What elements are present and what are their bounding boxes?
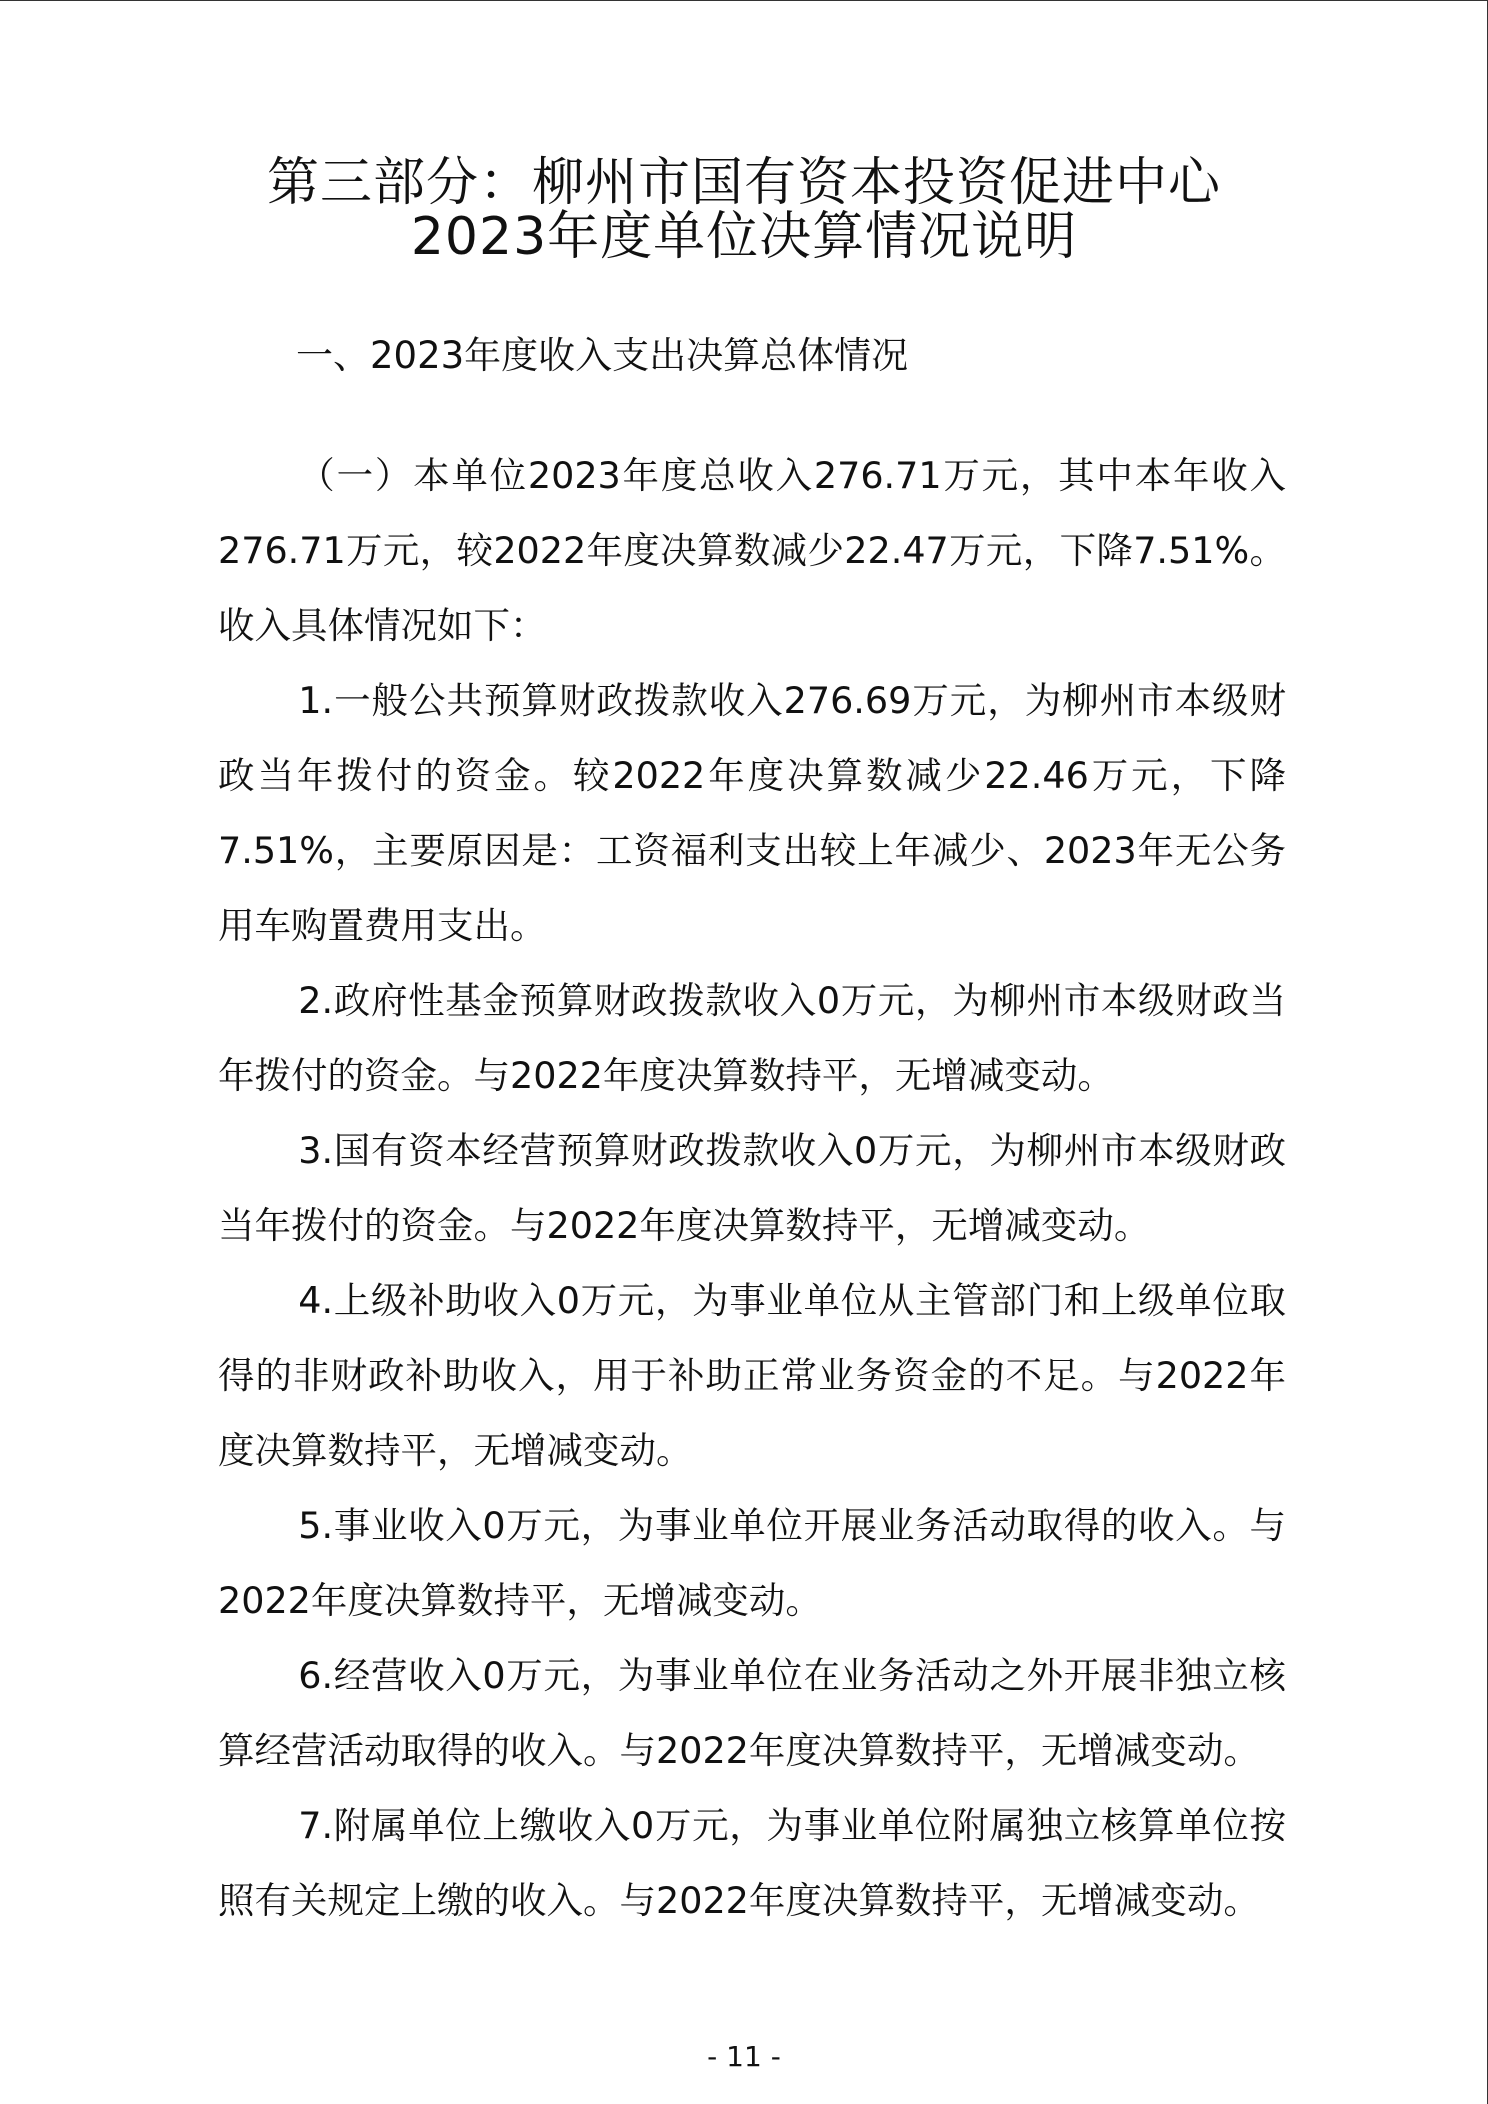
paragraph-total-income: （一）本单位2023年度总收入276.71万元，其中本年收入276.71万元，较2022年度决算数减少22.47万元，下降7.51%。收入具体情况如下：	[218, 454, 1286, 647]
page-number: - 11 -	[707, 2040, 781, 2073]
paragraph-item-7: 7.附属单位上缴收入0万元，为事业单位附属独立核算单位按照有关规定上缴的收入。与2022年度决算数持平，无增减变动。	[218, 1804, 1286, 1922]
document-title-line-2: 2023年度单位决算情况说明	[410, 207, 1078, 267]
paragraph-item-2: 2.政府性基金预算财政拨款收入0万元，为柳州市本级财政当年拨付的资金。与2022年度决算数持平，无增减变动。	[218, 979, 1286, 1097]
paragraph-item-5: 5.事业收入0万元，为事业单位开展业务活动取得的收入。与2022年度决算数持平，无增减变动。	[218, 1504, 1286, 1622]
paragraph-item-6: 6.经营收入0万元，为事业单位在业务活动之外开展非独立核算经营活动取得的收入。与2022年度决算数持平，无增减变动。	[218, 1654, 1286, 1772]
section-heading: 一、2023年度收入支出决算总体情况	[296, 334, 909, 377]
paragraph-item-4: 4.上级补助收入0万元，为事业单位从主管部门和上级单位取得的非财政补助收入，用于补助正常业务资金的不足。与2022年度决算数持平，无增减变动。	[218, 1279, 1286, 1472]
paragraph-item-3: 3.国有资本经营预算财政拨款收入0万元，为柳州市本级财政当年拨付的资金。与2022年度决算数持平，无增减变动。	[218, 1129, 1286, 1247]
paragraph-item-1: 1.一般公共预算财政拨款收入276.69万元，为柳州市本级财政当年拨付的资金。较2022年度决算数减少22.46万元，下降7.51%，主要原因是：工资福利支出较上年减少、2023年无公务用车购置费用支出。	[218, 679, 1286, 947]
document-title-line-1: 第三部分：柳州市国有资本投资促进中心	[266, 153, 1221, 213]
body-text	[218, 438, 1286, 1938]
